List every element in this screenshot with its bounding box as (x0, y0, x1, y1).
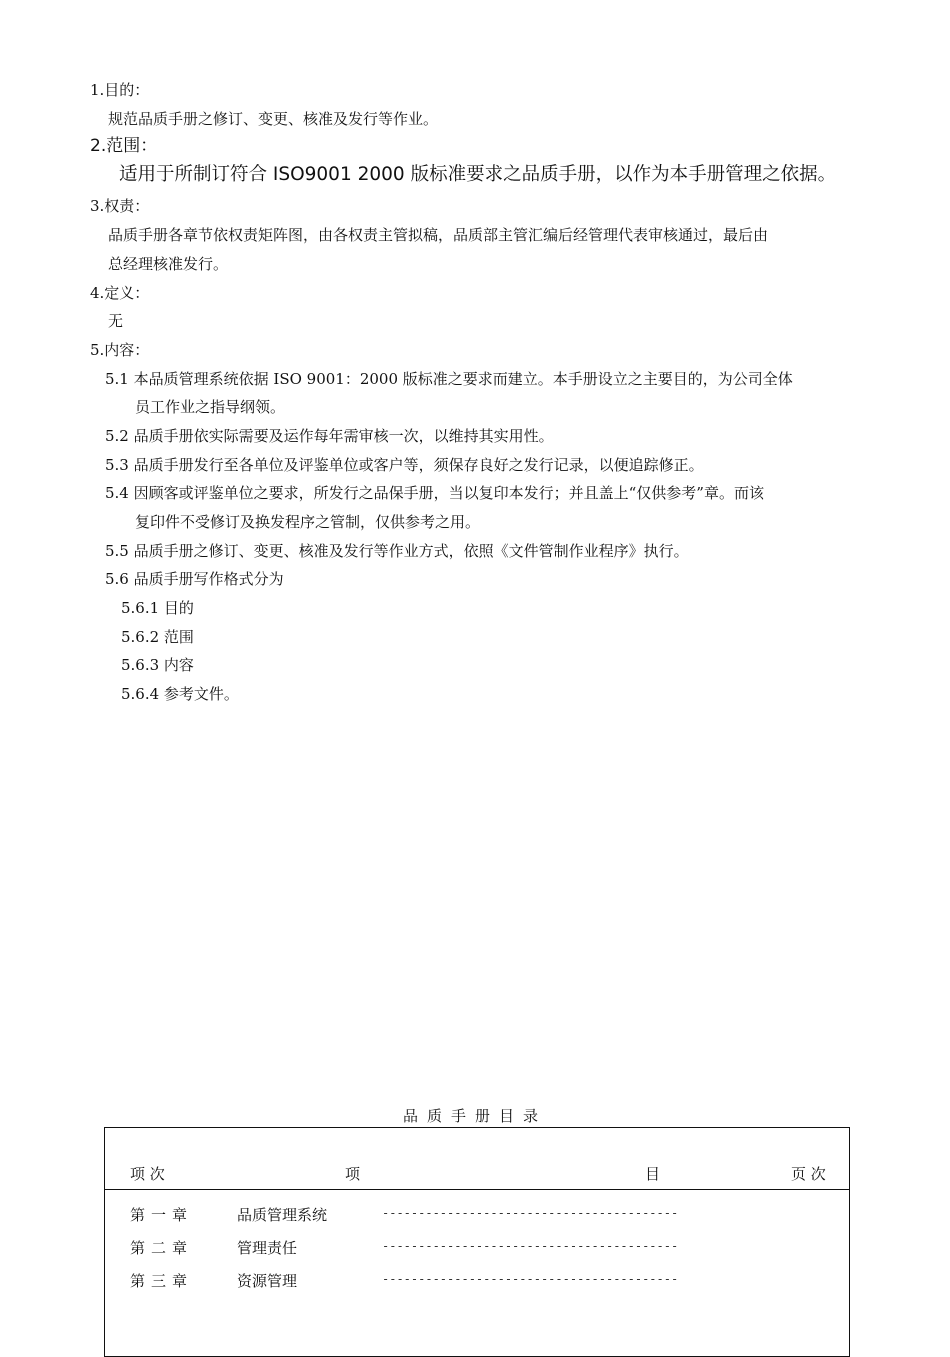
authority-heading: 3.权责： (90, 197, 150, 215)
toc-row (105, 1204, 849, 1230)
item-5-4-line-1: 5.4 因顾客或评鉴单位之要求，所发行之品保手册，当以复印本发行；并且盖上“仅供参考”章。而该 (105, 484, 764, 502)
definition-text: 无 (108, 312, 124, 330)
toc-header-row (105, 1128, 849, 1190)
toc-header-item-right: 目 (645, 1165, 661, 1183)
toc-leader: ----------------------------------------- (382, 1272, 679, 1286)
item-5-6-4: 5.6.4 参考文件。 (121, 685, 239, 703)
toc-row (105, 1270, 849, 1296)
toc-chapter: 第二章 (130, 1239, 194, 1257)
item-5-2: 5.2 品质手册依实际需要及运作每年需审核一次，以维持其实用性。 (105, 427, 554, 445)
scope-text: 适用于所制订符合 ISO9001 2000 版标准要求之品质手册，以作为本手册管理之依据。 (119, 164, 837, 185)
toc-chapter-name: 资源管理 (237, 1272, 298, 1290)
item-5-6: 5.6 品质手册写作格式分为 (105, 570, 284, 588)
authority-text-2: 总经理核准发行。 (108, 255, 229, 273)
authority-text-1: 品质手册各章节依权责矩阵图，由各权责主管拟稿，品质部主管汇编后经管理代表审核通过，最后由 (108, 226, 769, 244)
item-5-5: 5.5 品质手册之修订、变更、核准及发行等作业方式，依照《文件管制作业程序》执行。 (105, 542, 689, 560)
toc-chapter-name: 品质管理系统 (237, 1206, 328, 1224)
item-5-4-line-2: 复印件不受修订及换发程序之管制，仅供参考之用。 (135, 513, 481, 531)
item-5-6-2: 5.6.2 范围 (121, 628, 194, 646)
content-heading: 5.内容： (90, 341, 150, 359)
toc-chapter-name: 管理责任 (237, 1239, 298, 1257)
toc-header-item-left: 项 (345, 1165, 361, 1183)
toc-leader: ----------------------------------------- (382, 1239, 679, 1253)
toc-header-no: 项 次 (130, 1165, 165, 1183)
toc-chapter: 第三章 (130, 1272, 194, 1290)
toc-title: 品质手册目录 (402, 1107, 547, 1125)
purpose-text: 规范品质手册之修订、变更、核准及发行等作业。 (108, 110, 439, 128)
toc-table (104, 1127, 850, 1357)
toc-row (105, 1237, 849, 1263)
item-5-6-1: 5.6.1 目的 (121, 599, 194, 617)
item-5-1-line-1: 5.1 本品质管理系统依据 ISO 9001：2000 版标准之要求而建立。本手册设立之主要目的，为公司全体 (105, 370, 793, 388)
item-5-1-line-2: 员工作业之指导纲领。 (135, 398, 286, 416)
definition-heading: 4.定义： (90, 284, 150, 302)
scope-heading: 2.范围： (90, 136, 158, 156)
toc-header-page: 页 次 (791, 1165, 826, 1183)
toc-leader: ----------------------------------------- (382, 1206, 679, 1220)
item-5-3: 5.3 品质手册发行至各单位及评鉴单位或客户等，须保存良好之发行记录，以便追踪修正。 (105, 456, 704, 474)
toc-chapter: 第一章 (130, 1206, 194, 1224)
item-5-6-3: 5.6.3 内容 (121, 656, 194, 674)
purpose-heading: 1.目的： (90, 81, 150, 99)
